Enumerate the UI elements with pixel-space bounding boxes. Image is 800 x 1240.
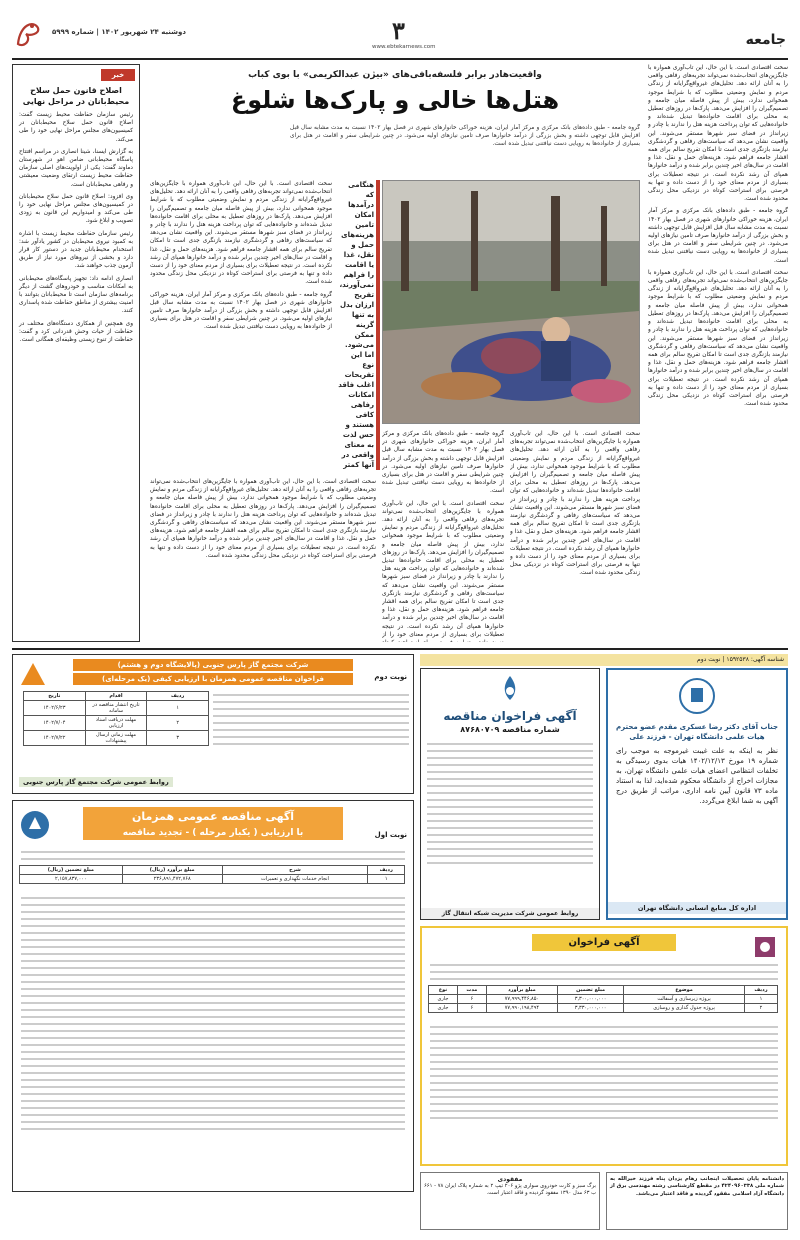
- article-body-text: سخت اقتصادی است. با این حال، این تاب‌آوری همواره با جایگزین‌های انتخاب‌شده نمی‌تواند تجربه‌های رفاهی واقعی را به آنان ارائه دهد. تحلیل‌های غیرواقع‌گرایانه از زندگی مردم و نمایش وضعیتی مطلوب که با شرایط موجود همخوانی ندارد، بیش از پیش فاصله میان جامعه و تصمیم‌گیران را افزایش می‌دهد. پارک‌ها در روزهای تعطیل به محلی برای اقامت خانواده‌ها تبدیل شده‌اند و خانواده‌هایی که توان پرداخت هزینه هتل را ندارند با چادر و زیرانداز در فضای سبز شهرها مستقر می‌شوند. این واقعیت نشان می‌دهد که سیاست‌های رفاهی و گردشگری نیازمند بازنگری جدی است تا امکان تفریح سالم برای همه اقشار جامعه فراهم شود. هزینه‌های حمل و نقل، غذا و اقامت در سال‌های اخیر چندین برابر شده و درآمد خانوارها همپای آن رشد نکرده است. در نتیجه تعطیلات برای بسیاری از مردم معنای خود را از: [382, 500, 504, 638]
- university-notice-body: نظر به اینکه به علت غیبت غیرموجه به موجب رای شماره ۱۹ مورخ ۱۴۰۲/۱۲/۱۳ هیات بدوی رسیدگی به تخلفات انتظامی اعضای هیات علمی دانشگاه تهران، به مجازات اخراج از دانشگاه محکوم شده‌اید، لذا به استناد ماده ۷۳ قانون آیین نامه اداری، مراتب از طریق درج آگهی به شما ابلاغ می‌گردد.: [616, 747, 779, 805]
- article-body-text: گروه جامعه - طبق داده‌های بانک مرکزی و مرکز آمار ایران، هزینه خوراکی خانوارهای شهری در فصل بهار ۱۴۰۲ نسبت به مدت مشابه سال قبل افزایش قابل توجهی داشته و بخش بزرگی از درآمد خانوارها صرف تامین نیازهای اولیه می‌شود. در چنین شرایطی سفر و اقامت در هتل برای بسیاری از خانواده‌ها به رویایی دست نیافتنی تبدیل شده است.: [382, 431, 504, 495]
- pull-quote-box: [338, 180, 380, 470]
- table-row: ۱ انجام خدمات نگهداری و تعمیرات ۲۳۶,۸۹۱,۴۷۲,۷۶۸ ۲,۱۵۷,۸۳۷,۰۰۰: [20, 875, 405, 884]
- sidebar-headline: اصلاح قانون حمل سلاح محیط‌بانان در مراحل نهایی: [22, 86, 130, 106]
- tender-2-footer: روابط عمومی شرکت مجتمع گاز پارس جنوبی: [19, 777, 173, 787]
- tender-3-label: نوبت اول: [374, 831, 407, 839]
- news-sidebar: [12, 64, 140, 642]
- table-header: ردیف: [147, 692, 209, 701]
- tender-3-logo: [19, 809, 51, 845]
- tender-2-label: نوبت دوم: [374, 673, 407, 681]
- tender-3-subtitle: با ارزیابی ( یکبار مرحله ) - تجدید مناقصه: [83, 826, 343, 840]
- sidebar-body: [13, 111, 139, 344]
- sidebar-paragraph: رئیس سازمان حفاظت محیط زیست با اشاره به کمبود نیروی محیط‌بان در کشور یادآور شد: استخدام محیط‌بانان جدید در دستور کار قرار دارد و بخشی از نیروهای مورد نیاز از طریق آزمون جذب خواهند شد.: [19, 230, 133, 270]
- table-row: ۲ مهلت دریافت اسناد ارزیابی ۱۴۰۲/۷/۰۴: [24, 716, 209, 731]
- tender-2-title: شرکت مجتمع گاز پارس جنوبی (پالایشگاه دوم و هشتم): [73, 659, 353, 671]
- table-row: ۲ پروژه جدول گذاری و روسازی ۳,۳۳۰,۰۰۰,۰۰۰ ۷۷,۹۹۰,۱۹۸,۴۹۴ ۶ جاری: [429, 1004, 778, 1013]
- table-header: اقدام: [85, 692, 147, 701]
- table-row: ۳ مهلت زمانی ارسال پیشنهادات ۱۴۰۲/۷/۲۲: [24, 731, 209, 746]
- tender-4-logo: [752, 934, 778, 964]
- university-notice: [606, 668, 788, 920]
- gas-company-logo: [421, 673, 599, 707]
- table-row: ۱ تاریخ انتشار مناقصه در سامانه ۱۴۰۲/۶/۲۳: [24, 701, 209, 716]
- university-notice-footer: اداره کل منابع انسانی دانشگاه تهران: [608, 902, 786, 914]
- tender-1-number: شماره مناقصه ۸۷۶۸۰۷۰۹: [460, 725, 560, 734]
- lost-notice-body: برگ سبز و کارت خودروی سواری پژو ۲۰۶ تیپ ۲ به شماره پلاک ایران ۷۸ - ۶۶۱ ب ۶۳ مدل ۱۳۹۰ مفقود گردیده و فاقد اعتبار است.: [424, 1183, 596, 1197]
- article-kicker: واقعیت‌هادر برابر فلسفه‌بافی‌های «بیژن عبدالکریمی» با بوی کباب: [248, 70, 542, 80]
- pull-quote: هنگامی که درآمدها امکان تامین هزینه‌های حمل و نقل، غذا یا اقامت را فراهم نمی‌آورند، تفریح ارزان بدل به تنها گزینه ممکن می‌شود. اما این نوع تفریحات اغلب فاقد امکانات رفاهی کافی هستند و حس لذت به معنای واقعی در آنها کمتر: [338, 181, 374, 469]
- issue-date: دوشنبه ۲۴ شهریور ۱۴۰۲ | شماره ۵۹۹۹: [52, 28, 186, 36]
- article-column-bottom-2: [382, 430, 504, 642]
- lost-notice-title: مفقودی: [497, 1176, 523, 1183]
- tender-3-title: آگهی مناقصه عمومی همزمان: [83, 807, 343, 826]
- tender-3-table: ردیف شرح مبلغ برآورد (ریال) مبلغ تضمین (ریال) ۱ انجام خدمات نگهداری و تعمیرات ۲۳۶,۸۹۱,۴۷۲,۷۶۸ ۲,۱۵۷,۸۳۷,۰۰۰: [19, 865, 405, 884]
- article-body-text: گروه جامعه - طبق داده‌های بانک مرکزی و مرکز آمار ایران، هزینه خوراکی خانوارهای شهری در فصل بهار ۱۴۰۲ نسبت به مدت مشابه سال قبل افزایش قابل توجهی داشته و بخش بزرگی از درآمد خانوارها صرف تامین نیازهای اولیه می‌شود. در چنین شرایطی سفر و اقامت در هتل برای بسیاری از خانواده‌ها به رویایی دست نیافتنی تبدیل شده است.: [150, 291, 332, 331]
- article-column-bottom-1: [510, 430, 640, 642]
- university-notice-title: جناب آقای دکتر رضا عسکری مقدم عضو محترم هیات علمی دانشگاه تهران - فرزند علی: [615, 723, 779, 741]
- sidebar-paragraph: به گزارش ایسنا، شینا انصاری در مراسم افتتاح پاسگاه محیط‌بانی ضامن اهو در شهرستان دماوند گفت: یکی از اولویت‌های اصلی سازمان حفاظت محیط زیست ارتقای وضعیت معیشتی و رفاهی محیط‌بانان است.: [19, 148, 133, 188]
- site-url[interactable]: www.ebtekarnews.com: [372, 44, 436, 50]
- table-row: ۱ پروژه زیرسازی و آسفالت ۳,۳۰۰,۰۰۰,۰۰۰ ۷۷,۹۹۹,۴۴۶,۸۵۰ ۶ جاری: [429, 995, 778, 1004]
- ad-id-bar: [420, 654, 788, 666]
- university-logo: [608, 676, 786, 720]
- park-family-photo: [382, 181, 639, 424]
- municipal-tender: [420, 926, 788, 1166]
- south-pars-tender: [12, 654, 414, 794]
- tender-2-subtitle: فراخوان مناقصه عمومی همزمان با ارزیابی کیفی (یک مرحله‌ای): [73, 673, 353, 685]
- page-number: ۳: [392, 16, 405, 45]
- tender-4-table: ردیف موضوع مبلغ تضمین مبلغ برآورد مدت نوع ۱ پروژه زیرسازی و آسفالت ۳,۳۰۰,۰۰۰,۰۰۰ ۷۷,۹۹۹,۴۴۶,۸۵۰ ۶ جاری ۲ پروژه جدول گذاری و روسازی ۳,۳۳۰,۰۰۰,۰۰۰ ۷۷,۹۹۰,۱۹۸,۴۹۴ ۶ جاری: [428, 985, 778, 1013]
- ad-id-text: شناسه آگهی: ۱۵۹۲۵۳۸ | نوبت دوم: [697, 656, 784, 663]
- section-title: جامعه: [745, 32, 786, 48]
- article-column-bottom-3: [150, 478, 376, 642]
- sidebar-paragraph: وی همچنین از همکاری دستگاه‌های مختلف در حفاظت از حیات وحش قدردانی کرد و گفت: حفاظت از تنوع زیستی وظیفه‌ای همگانی است.: [19, 320, 133, 344]
- newspaper-logo: [12, 14, 44, 54]
- lost-diploma-notice: [606, 1172, 788, 1230]
- article-headline: هتل‌ها خالی و پارک‌ها شلوغ: [230, 86, 560, 114]
- article-body-text: سخت اقتصادی است. با این حال، این تاب‌آوری همواره با جایگزین‌های انتخاب‌شده نمی‌تواند تجربه‌های رفاهی واقعی را به آنان ارائه دهد. تحلیل‌های غیرواقع‌گرایانه از زندگی مردم و نمایش وضعیتی مطلوب که با شرایط موجود همخوانی ندارد، بیش از پیش فاصله میان جامعه و تصمیم‌گیران را افزایش می‌دهد. پارک‌ها در روزهای تعطیل به محلی برای اقامت خانواده‌ها تبدیل شده‌اند و خانواده‌هایی که توان پرداخت هزینه هتل را ندارند با چادر و زیرانداز در فضای سبز شهرها مستقر می‌شوند. این واقعیت نشان می‌دهد که سیاست‌های رفاهی و گردشگری نیازمند بازنگری جدی است تا امکان تفریح سالم برای همه اقشار جامعه فراهم شود. هزینه‌های حمل و نقل، غذا و اقامت در سال‌های اخیر چندین برابر شده و درآمد خانوارها همپای آن رشد نکرده است. در نتیجه تعطیلات برای بسیاری از مردم معنای خود را از دست داده و تنها به فرصتی برای استراحت کوتاه در نزدیکی محل زندگی محدود شده است.: [150, 181, 332, 286]
- tender-4-title: آگهی فراخوان: [532, 934, 676, 951]
- article-body-text: سخت اقتصادی است. با این حال، این تاب‌آوری همواره با جایگزین‌های انتخاب‌شده نمی‌تواند تجربه‌های رفاهی واقعی را به آنان ارائه دهد. تحلیل‌های غیرواقع‌گرایانه از زندگی مردم و نمایش وضعیتی مطلوب که با شرایط موجود همخوانی ندارد، بیش از پیش فاصله میان جامعه و تصمیم‌گیران را افزایش می‌دهد. پارک‌ها در روزهای تعطیل به محلی برای اقامت خانواده‌ها تبدیل شده‌اند و خانواده‌هایی که توان پرداخت هزینه هتل را ندارند با چادر و زیرانداز در فضای سبز شهرها مستقر می‌شوند. این واقعیت نشان می‌دهد که سیاست‌های رفاهی و گردشگری نیازمند بازنگری جدی است تا امکان تفریح سالم برای همه اقشار جامعه فراهم شود. هزینه‌های حمل و نقل، غذا و اقامت در سال‌های اخیر چندین برابر شده و درآمد خانوارها همپای آن رشد نکرده است. در نتیجه تعطیلات برای بسیاری از مردم معنای خود را از دست داده و تنها به فرصتی برای استراحت کوتاه در نزدیکی محل زندگی محدود شده است.: [648, 65, 788, 203]
- sidebar-paragraph: رئیس سازمان حفاظت محیط زیست گفت: اصلاح قانون حمل سلاح محیط‌بانان در کمیسیون‌های مجلس مراحل نهایی خود را طی می‌کند.: [19, 112, 133, 143]
- article-column-middle: [150, 180, 332, 474]
- gas-tender-notice: [420, 668, 600, 920]
- lost-card-body: دانشنامه پایان تحصیلات اینجانب رهام یزدان پناه فرزند خیرالله به شماره ملی ۴۲۴۰۹۶۰۳۳۸ در مقطع کارشناسی رشته مهندسی برق از دانشگاه آزاد اسلامی مفقود گردیده و فاقد اعتبار می‌باشد.: [610, 1176, 784, 1197]
- tender-1-footer: روابط عمومی شرکت مدیریت شبکه انتقال گاز: [421, 908, 599, 919]
- masthead-divider: [12, 58, 788, 60]
- ads-divider: [12, 648, 788, 650]
- article-body-text: سخت اقتصادی است. با این حال، این تاب‌آوری همواره با جایگزین‌های انتخاب‌شده نمی‌تواند تجربه‌های رفاهی واقعی را به آنان ارائه دهد. تحلیل‌های غیرواقع‌گرایانه از زندگی مردم و نمایش وضعیتی مطلوب که با شرایط موجود همخوانی ندارد، بیش از پیش فاصله میان جامعه و تصمیم‌گیران را افزایش می‌دهد. پارک‌ها در روزهای تعطیل به محلی برای اقامت خانواده‌ها تبدیل شده‌اند و خانواده‌هایی که توان پرداخت هزینه هتل را ندارند با چادر و زیرانداز در فضای سبز شهرها مستقر می‌شوند. این واقعیت نشان می‌دهد که سیاست‌های رفاهی و گردشگری نیازمند بازنگری جدی است تا امکان تفریح سالم برای همه اقشار جامعه فراهم شود. هزینه‌های حمل و نقل، غذا و اقامت در سال‌های اخیر چندین برابر شده و درآمد خانوارها همپای آن رشد نکرده است. در نتیجه تعطیلات برای بسیاری از مردم معنای خود را از دست داده و تنها به فرصتی برای استراحت کوتاه در نزدیکی محل زندگی محدود شده است.: [648, 269, 788, 408]
- tender-1-title: آگهی فراخوان مناقصه: [443, 709, 577, 723]
- lost-document-notice: [420, 1172, 600, 1230]
- sidebar-paragraph: انصاری ادامه داد: تجهیز پاسگاه‌های محیط‌بانی به امکانات مناسب و خودروهای گشت از دیگر برنامه‌های سازمان است تا محیط‌بانان بتوانند با امنیت بیشتری از مناطق حفاظت شده پاسداری کنند.: [19, 275, 133, 315]
- tender-2-table: [23, 691, 209, 746]
- article-body-text: گروه جامعه - طبق داده‌های بانک مرکزی و مرکز آمار ایران، هزینه خوراکی خانوارهای شهری در فصل بهار ۱۴۰۲ نسبت به مدت مشابه سال قبل افزایش قابل توجهی داشته و بخش بزرگی از درآمد خانوارها صرف تامین نیازهای اولیه می‌شود. در چنین شرایطی سفر و اقامت در هتل برای بسیاری از خانواده‌ها به رویایی دست نیافتنی تبدیل شده است.: [648, 208, 788, 264]
- article-column-right: [648, 64, 788, 642]
- orange-tender: [12, 800, 414, 1192]
- masthead: [12, 14, 788, 54]
- sidebar-label: خبر: [101, 69, 135, 81]
- article-lead: گروه جامعه - طبق داده‌های بانک مرکزی و مرکز آمار ایران، هزینه خوراکی خانوارهای شهری در فصل بهار ۱۴۰۲ نسبت به مدت مشابه سال قبل افزایش قابل توجهی داشته و بخش بزرگی از درآمد خانوارها صرف تامین نیازهای اولیه می‌شود. در چنین شرایطی سفر و اقامت در هتل برای بسیاری از خانواده‌ها به رویایی دست نیافتنی تبدیل شده است.: [290, 125, 640, 148]
- article-body-text: سخت اقتصادی است. با این حال، این تاب‌آوری همواره با جایگزین‌های انتخاب‌شده نمی‌تواند تجربه‌های رفاهی واقعی را به آنان ارائه دهد. تحلیل‌های غیرواقع‌گرایانه از زندگی مردم و نمایش وضعیتی مطلوب که با شرایط موجود همخوانی ندارد، بیش از پیش فاصله میان جامعه و تصمیم‌گیران را افزایش می‌دهد. پارک‌ها در روزهای تعطیل به محلی برای اقامت خانواده‌ها تبدیل شده‌اند و خانواده‌هایی که توان پرداخت هزینه هتل را ندارند با چادر و زیرانداز در فضای سبز شهرها مستقر می‌شوند. این واقعیت نشان می‌دهد که سیاست‌های رفاهی و گردشگری نیازمند بازنگری جدی است تا امکان تفریح سالم برای همه اقشار جامعه فراهم شود. هزینه‌های حمل و نقل، غذا و اقامت در سال‌های اخیر چندین برابر شده و درآمد خانوارها همپای آن رشد نکرده است. در نتیجه تعطیلات برای بسیاری از مردم معنای خود را از دست داده و تنها به فرصتی برای استراحت کوتاه در نزدیکی محل زندگی محدود شده است.: [510, 431, 640, 577]
- table-header: تاریخ: [24, 692, 86, 701]
- article-photo: [382, 180, 640, 424]
- article-body-text: سخت اقتصادی است. با این حال، این تاب‌آوری همواره با جایگزین‌های انتخاب‌شده نمی‌تواند تجربه‌های رفاهی واقعی را به آنان ارائه دهد. تحلیل‌های غیرواقع‌گرایانه از زندگی مردم و نمایش وضعیتی مطلوب که با شرایط موجود همخوانی ندارد، بیش از پیش فاصله میان جامعه و تصمیم‌گیران را افزایش می‌دهد. پارک‌ها در روزهای تعطیل به محلی برای اقامت خانواده‌ها تبدیل شده‌اند و خانواده‌هایی که توان پرداخت هزینه هتل را ندارند با چادر و زیرانداز در فضای سبز شهرها مستقر می‌شوند. این واقعیت نشان می‌دهد که سیاست‌های رفاهی و گردشگری نیازمند بازنگری جدی است تا امکان تفریح سالم برای همه اقشار جامعه فراهم شود. هزینه‌های حمل و نقل، غذا و اقامت در سال‌های اخیر چندین برابر شده و درآمد خانوارها همپای آن رشد نکرده است. در نتیجه تعطیلات برای بسیاری از مردم معنای خود را از دست داده و تنها به فرصتی برای استراحت کوتاه در نزدیکی محل زندگی محدود شده است.: [150, 479, 376, 559]
- pars-logo: [19, 661, 47, 693]
- sidebar-paragraph: وی افزود: اصلاح قانون حمل سلاح محیط‌بانان در کمیسیون‌های مجلس مراحل نهایی خود را طی می‌کند و امیدواریم این قانون به زودی تصویب و ابلاغ شود.: [19, 193, 133, 225]
